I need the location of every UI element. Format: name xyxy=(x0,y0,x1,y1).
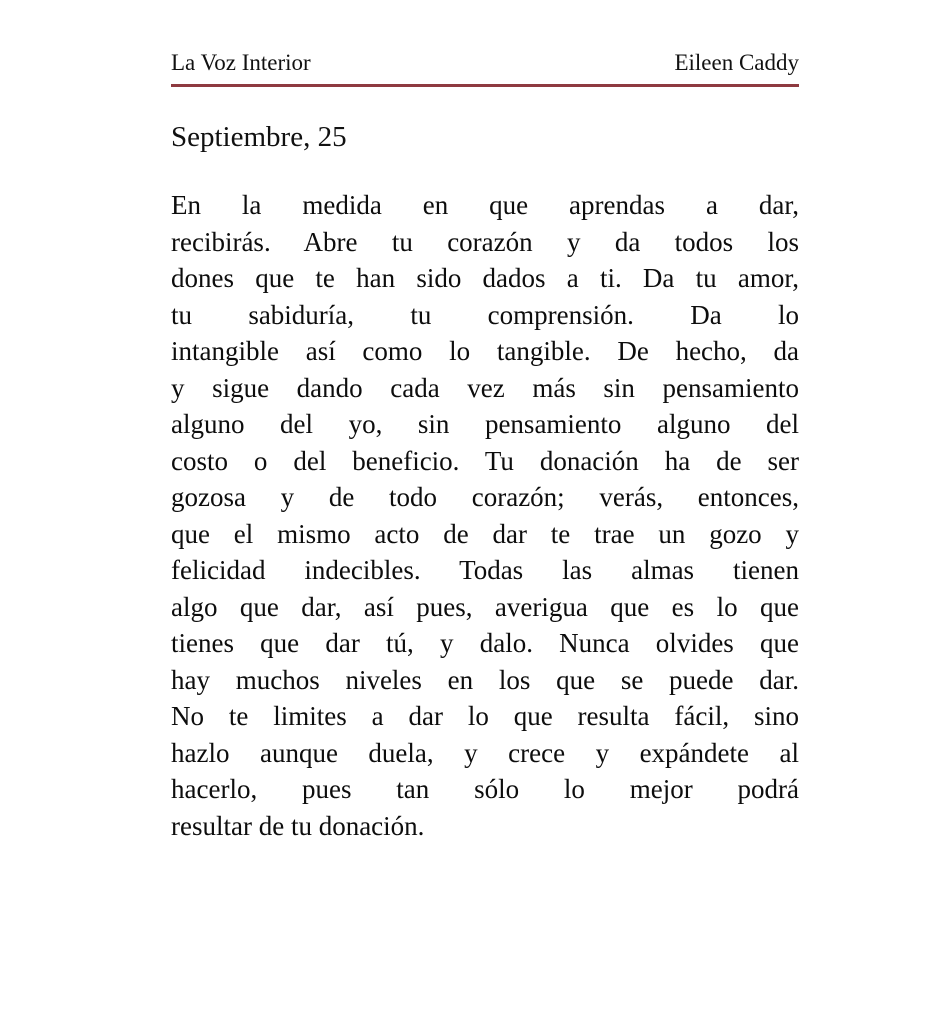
text-line: felicidad indecibles. Todas las almas tienen xyxy=(171,555,799,585)
text-line: que el mismo acto de dar te trae un gozo y xyxy=(171,518,799,549)
text-line: algo que dar, así pues, averigua que es lo que xyxy=(171,591,799,622)
text-line: gozosa y de todo corazón; verás, entonces, xyxy=(171,482,799,512)
text-line: tienes que dar tú, y dalo. Nunca olvides que xyxy=(171,628,799,658)
body-paragraph xyxy=(171,187,799,844)
text-line: resultar de tu donación. xyxy=(171,810,425,841)
text-line: intangible así como lo tangible. De hecho, da xyxy=(171,336,799,366)
author-name: Eileen Caddy xyxy=(674,50,799,75)
text-line: hay muchos niveles en los que se puede dar. xyxy=(171,664,799,695)
book-title: La Voz Interior xyxy=(171,50,311,75)
text-line: recibirás. Abre tu corazón y da todos los xyxy=(171,226,799,257)
text-line: costo o del beneficio. Tu donación ha de ser xyxy=(171,445,799,476)
text-line: y sigue dando cada vez más sin pensamiento xyxy=(171,372,799,403)
text-line: tu sabiduría, tu comprensión. Da lo xyxy=(171,299,799,330)
text-line: alguno del yo, sin pensamiento alguno del xyxy=(171,409,799,439)
text-line: hazlo aunque duela, y crece y expándete al xyxy=(171,737,799,768)
text-line: No te limites a dar lo que resulta fácil, sino xyxy=(171,701,799,731)
section-title: Septiembre, 25 xyxy=(171,121,347,153)
page-content xyxy=(171,50,799,844)
running-header xyxy=(171,50,799,87)
text-line: hacerlo, pues tan sólo lo mejor podrá xyxy=(171,774,799,804)
text-line: dones que te han sido dados a ti. Da tu amor, xyxy=(171,263,799,293)
text-line: En la medida en que aprendas a dar, xyxy=(171,190,799,220)
